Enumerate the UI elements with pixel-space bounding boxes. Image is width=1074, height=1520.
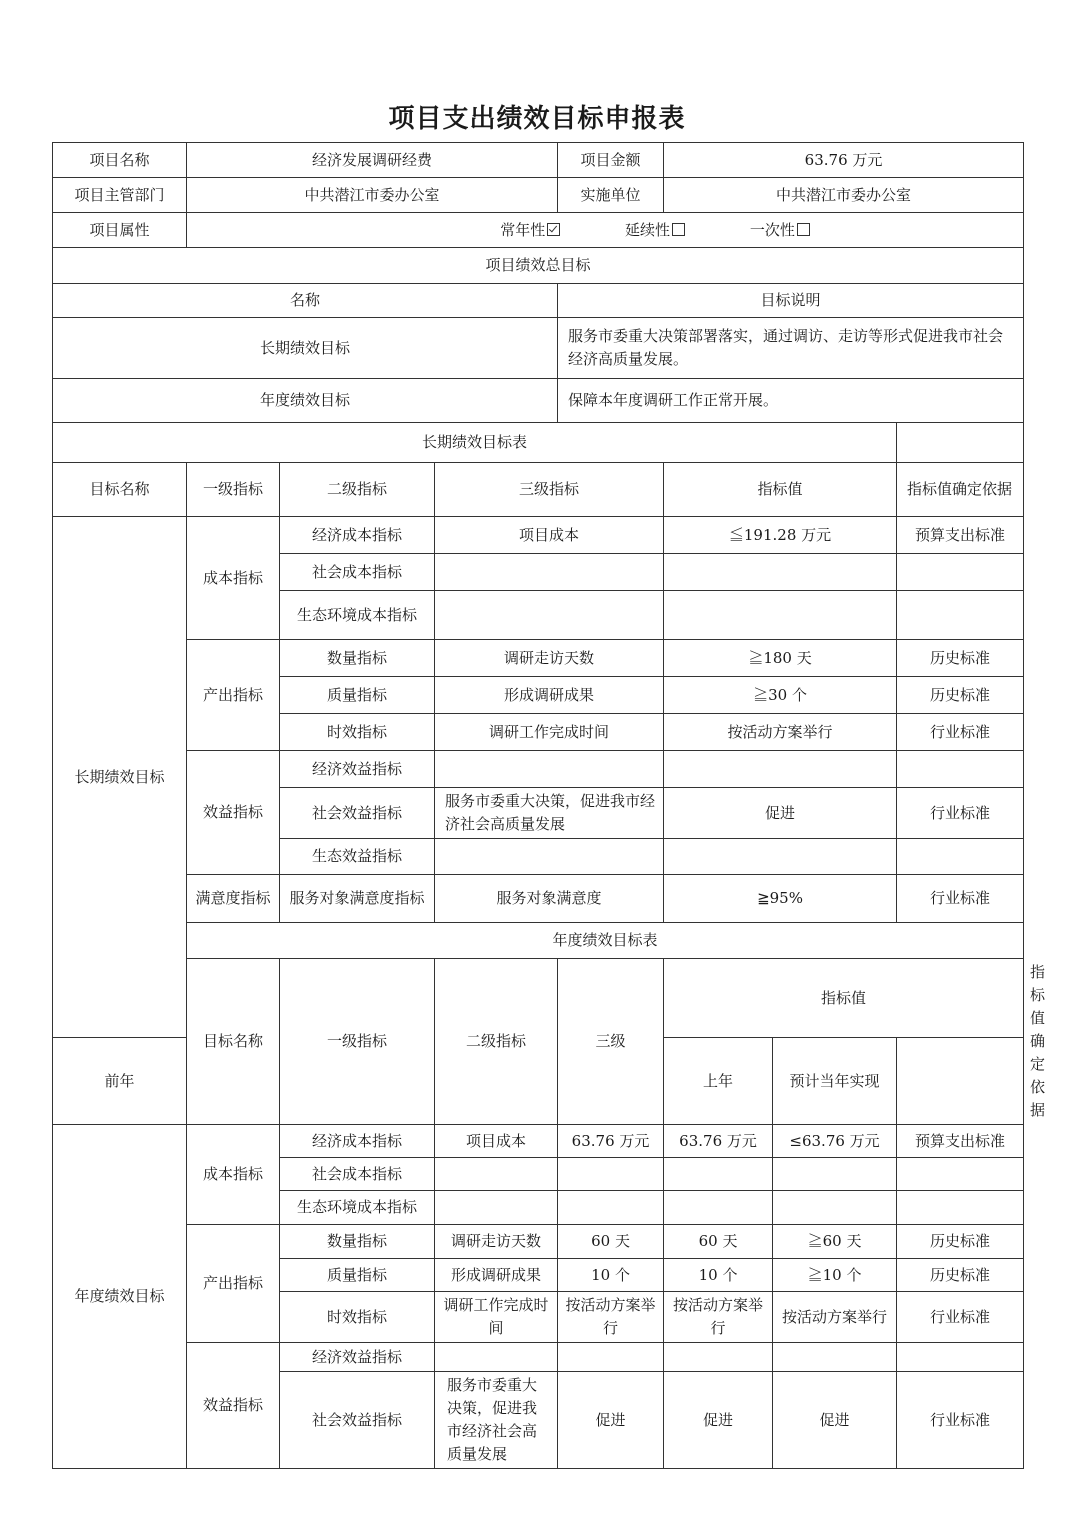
long-value: 按活动方案举行 (664, 714, 897, 751)
annual-last: 按活动方案举行 (664, 1292, 773, 1343)
dept-value: 中共潜江市委办公室 (187, 178, 558, 213)
annual-level1: 产出指标 (187, 1225, 280, 1343)
long-level3 (435, 554, 664, 591)
annual-prev: 按活动方案举行 (558, 1292, 664, 1343)
annual-header-prev-year: 前年 (53, 1038, 187, 1125)
annual-basis: 行业标准 (897, 1292, 1024, 1343)
long-level3 (435, 839, 664, 875)
checkbox-icon[interactable] (797, 223, 810, 236)
annual-prev: 10 个 (558, 1259, 664, 1292)
annual-prev: 60 天 (558, 1225, 664, 1259)
annual-level2: 社会成本指标 (280, 1158, 435, 1191)
overall-col-name: 名称 (53, 284, 558, 318)
annual-expected: 按活动方案举行 (773, 1292, 897, 1343)
long-level3: 服务市委重大决策，促进我市经济社会高质量发展 (435, 788, 664, 839)
annual-header-level2: 二级指标 (435, 959, 558, 1125)
project-amount-label: 项目金额 (558, 143, 664, 178)
attr-options (187, 213, 1024, 248)
long-level3: 调研工作完成时间 (435, 714, 664, 751)
annual-level2: 经济成本指标 (280, 1125, 435, 1158)
long-level2: 社会成本指标 (280, 554, 435, 591)
annual-level3 (435, 1343, 558, 1372)
annual-expected (773, 1343, 897, 1372)
long-term-label: 长期绩效目标 (53, 318, 558, 379)
long-value (664, 591, 897, 640)
annual-last (664, 1191, 773, 1225)
checkbox-icon[interactable] (672, 223, 685, 236)
annual-last: 10 个 (664, 1259, 773, 1292)
annual-level2: 生态环境成本指标 (280, 1191, 435, 1225)
long-level1: 成本指标 (187, 517, 280, 640)
annual-basis: 历史标准 (897, 1259, 1024, 1292)
long-term-desc: 服务市委重大决策部署落实，通过调访、走访等形式促进我市社会经济高质量发展。 (558, 318, 1024, 379)
long-basis (897, 554, 1024, 591)
annual-last: 60 天 (664, 1225, 773, 1259)
annual-level3: 项目成本 (435, 1125, 558, 1158)
attr-option-continuing[interactable]: 延续性 (625, 221, 685, 239)
overall-col-desc: 目标说明 (558, 284, 1024, 318)
annual-level1: 成本指标 (187, 1125, 280, 1225)
annual-level1: 效益指标 (187, 1343, 280, 1469)
annual-table-title: 年度绩效目标表 (187, 923, 1024, 959)
annual-expected: ≤63.76 万元 (773, 1125, 897, 1158)
long-header-value: 指标值 (664, 463, 897, 517)
long-value: ≧30 个 (664, 677, 897, 714)
annual-basis (897, 1343, 1024, 1372)
annual-desc: 保障本年度调研工作正常开展。 (558, 379, 1024, 423)
page-title: 项目支出绩效目标申报表 (388, 104, 686, 134)
project-amount-value: 63.76 万元 (664, 143, 1024, 178)
long-value: 促进 (664, 788, 897, 839)
annual-header-level1: 一级指标 (280, 959, 435, 1125)
long-level1: 满意度指标 (187, 875, 280, 923)
long-header-level3: 三级指标 (435, 463, 664, 517)
long-level2: 服务对象满意度指标 (280, 875, 435, 923)
long-header-level1: 一级指标 (187, 463, 280, 517)
long-table-title: 长期绩效目标表 (53, 423, 897, 463)
annual-header-level3: 三级 (558, 959, 664, 1125)
long-value (664, 751, 897, 788)
annual-prev (558, 1191, 664, 1225)
annual-basis: 行业标准 (897, 1372, 1024, 1469)
annual-header-target: 目标名称 (187, 959, 280, 1125)
annual-expected (773, 1158, 897, 1191)
annual-level3: 调研走访天数 (435, 1225, 558, 1259)
annual-basis: 历史标准 (897, 1225, 1024, 1259)
long-level2: 生态环境成本指标 (280, 591, 435, 640)
overall-section-title: 项目绩效总目标 (53, 248, 1024, 284)
annual-target-name: 年度绩效目标 (53, 1125, 187, 1469)
long-value: ≧180 天 (664, 640, 897, 677)
long-header-target: 目标名称 (53, 463, 187, 517)
annual-basis: 预算支出标准 (897, 1125, 1024, 1158)
annual-last (664, 1158, 773, 1191)
annual-last (664, 1343, 773, 1372)
annual-level2: 经济效益指标 (280, 1343, 435, 1372)
annual-level3: 形成调研成果 (435, 1259, 558, 1292)
attr-label: 项目属性 (53, 213, 187, 248)
long-level3: 调研走访天数 (435, 640, 664, 677)
annual-level2: 质量指标 (280, 1259, 435, 1292)
annual-label: 年度绩效目标 (53, 379, 558, 423)
annual-basis (897, 1191, 1024, 1225)
annual-prev: 促进 (558, 1372, 664, 1469)
annual-level3: 调研工作完成时间 (435, 1292, 558, 1343)
annual-expected: 促进 (773, 1372, 897, 1469)
long-level3: 项目成本 (435, 517, 664, 554)
long-value (664, 839, 897, 875)
annual-level3 (435, 1158, 558, 1191)
long-level3 (435, 751, 664, 788)
long-level2: 数量指标 (280, 640, 435, 677)
annual-last: 63.76 万元 (664, 1125, 773, 1158)
long-basis (897, 591, 1024, 640)
long-level2: 经济效益指标 (280, 751, 435, 788)
annual-level2: 时效指标 (280, 1292, 435, 1343)
annual-level2: 社会效益指标 (280, 1372, 435, 1469)
project-name-label: 项目名称 (53, 143, 187, 178)
annual-expected: ≧10 个 (773, 1259, 897, 1292)
long-basis: 预算支出标准 (897, 517, 1024, 554)
annual-level3: 服务市委重大决策，促进我市经济社会高质量发展 (435, 1372, 558, 1469)
annual-prev (558, 1343, 664, 1372)
attr-option-perennial[interactable]: 常年性 (500, 221, 560, 239)
long-level2: 生态效益指标 (280, 839, 435, 875)
annual-expected (773, 1191, 897, 1225)
annual-expected: ≧60 天 (773, 1225, 897, 1259)
long-value: ≦191.28 万元 (664, 517, 897, 554)
annual-header-last-year: 上年 (664, 1038, 773, 1125)
long-basis (897, 839, 1024, 875)
long-header-basis: 指标值确定依据 (897, 463, 1024, 517)
long-basis: 行业标准 (897, 788, 1024, 839)
long-level2: 质量指标 (280, 677, 435, 714)
long-value (664, 554, 897, 591)
attr-option-onetime[interactable]: 一次性 (750, 221, 810, 239)
long-basis: 行业标准 (897, 714, 1024, 751)
long-basis: 历史标准 (897, 677, 1024, 714)
empty-cell (897, 423, 1024, 463)
long-level3: 形成调研成果 (435, 677, 664, 714)
annual-prev: 63.76 万元 (558, 1125, 664, 1158)
project-name-value: 经济发展调研经费 (187, 143, 558, 178)
annual-header-value: 指标值 (664, 959, 1024, 1038)
unit-value: 中共潜江市委办公室 (664, 178, 1024, 213)
long-level1: 产出指标 (187, 640, 280, 751)
long-level2: 社会效益指标 (280, 788, 435, 839)
annual-prev (558, 1158, 664, 1191)
long-target-name: 长期绩效目标 (53, 517, 187, 1038)
long-value: ≧95% (664, 875, 897, 923)
annual-level2: 数量指标 (280, 1225, 435, 1259)
long-level3 (435, 591, 664, 640)
annual-header-expected: 预计当年实现 (773, 1038, 897, 1125)
long-basis: 历史标准 (897, 640, 1024, 677)
annual-level3 (435, 1191, 558, 1225)
unit-label: 实施单位 (558, 178, 664, 213)
annual-basis (897, 1158, 1024, 1191)
long-level2: 时效指标 (280, 714, 435, 751)
performance-target-form: 项目名称 经济发展调研经费 项目金额 63.76 万元 项目主管部门 中共潜江市委办公室 实施单位 中共潜江市委办公室 项目属性 常年性 延续性 一次性 项目绩效总目标 名称 目标说明 长期绩效目标 服务市委重大决策部署落实，通过调访、走访等形式促进我市社会经济高质量发展。 年度绩效目标 保障本年度调研工作正常开展。 长期绩效目标表 目标名称 一级指标 二级指标 三级指标 指标值 指标值确定依据 长期绩效目标 成本指标 经济成本指标 项目成本 ≦191.28 万元 预算支出标准 社会成本指标 生态环境成本指标 产出指标 数量指标 调研走访天数 ≧180 天 历史标准 质量指标 形成调研成果 ≧30 个 历史标准 时效指标 调研工作完成时间 按活动方案举行 行业标准 效益指标 经济效益指标 社会效益指标 服务市委重大决策，促进我市经济社会高质量发展 促进 行业标准 生态效益指标 满意度指标 服务对象满意度指标 服务对象满意度 ≧95% 行业标准 年度绩效目标表 目标名称 一级指标 二级指标 三级 指标值 指标值确定依据 前年 上年 预计当年实现 年度绩效目标 成本指标 经济成本指标 项目成本 63.76 万元 63.76 万元 ≤63.76 万元 预算支出标准 社会成本指标 生态环境成本指标 产出指标 数量指标 调研走访天数 60 天 60 天 ≧60 天 历史标准 质量指标 形成调研成果 10 个 10 个 ≧10 个 历史标准 时效指标 调研工作完成时间 按活动方案举行 按活动方案举行 按活动方案举行 行业标准 效益指标 经济效益指标 社会效益指标 服务市委重大决策，促进我市经济社会高质量发展 促进 促进 促进 行业标准 (52, 142, 1024, 1469)
long-level3: 服务对象满意度 (435, 875, 664, 923)
annual-last: 促进 (664, 1372, 773, 1469)
long-basis: 行业标准 (897, 875, 1024, 923)
checkbox-checked-icon[interactable] (547, 223, 560, 236)
long-basis (897, 751, 1024, 788)
dept-label: 项目主管部门 (53, 178, 187, 213)
long-level1: 效益指标 (187, 751, 280, 875)
long-level2: 经济成本指标 (280, 517, 435, 554)
long-header-level2: 二级指标 (280, 463, 435, 517)
